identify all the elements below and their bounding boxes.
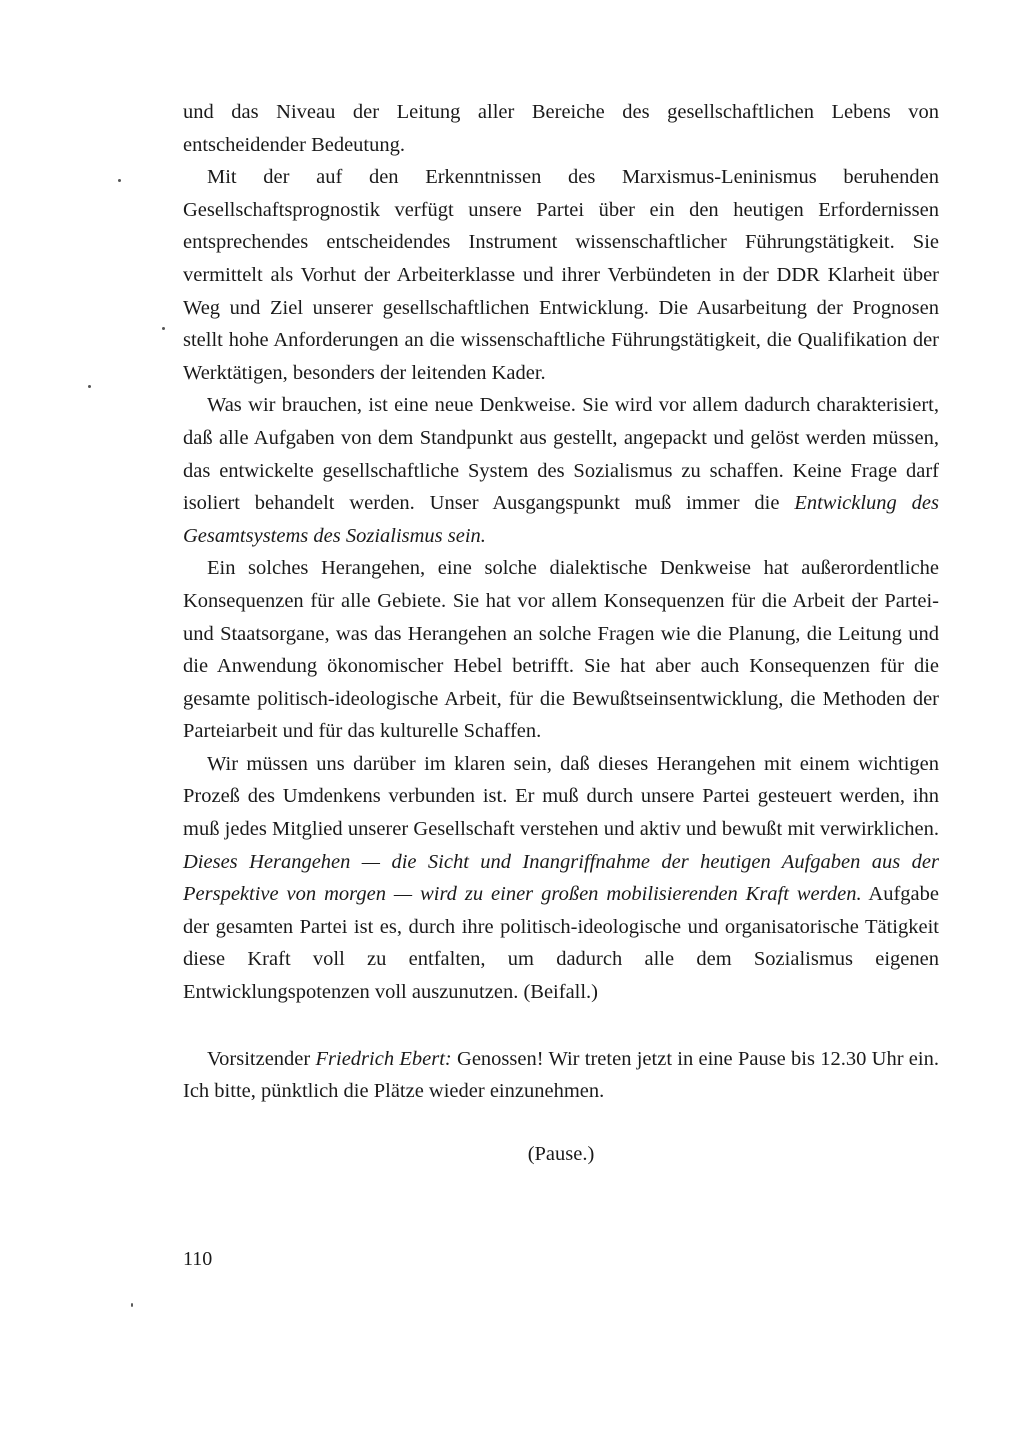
paragraph: [183, 96, 939, 161]
text-run: Mit der auf den Erkenntnissen des Marxismus-Leninismus beruhenden Gesellschaftsprognostik verfügt unsere Partei über ein den heutigen Erfordernissen entsprechendes entscheidendes Instrument wissenschaftlicher Führungstätigkeit. Sie vermittelt als Vorhut der Arbeiterklasse und ihrer Verbündeten in der DDR Klarheit über Weg und Ziel unserer gesellschaftlichen Entwicklung. Die Ausarbeitung der Prognosen stellt hohe Anforderungen an die wissenschaftliche Führungstätigkeit, die Qualifikation der Werktätigen, besonders der leitenden Kader.: [183, 166, 939, 384]
paragraph: [183, 748, 939, 1009]
text-run: Ein solches Herangehen, eine solche dialektische Denkweise hat außerordentliche Konsequenzen für alle Gebiete. Sie hat vor allem Konsequenzen für die Arbeit der Partei- und Staatsorgane, was das Herangehen an solche Fragen wie die Planung, die Leitung und die Anwendung ökonomischer Hebel betrifft. Sie hat aber auch Konsequenzen für die gesamte politisch-ideologische Arbeit, für die Bewußtseinsentwicklung, die Methoden der Parteiarbeit und für das kulturelle Schaffen.: [183, 557, 939, 743]
scan-speck: [162, 327, 165, 330]
text-run: Wir müssen uns darüber im klaren sein, daß dieses Herangehen mit einem wichtigen Prozeß des Umdenkens verbunden ist. Er muß durch unsere Partei gesteuert werden, ihn muß jedes Mitglied unserer Gesellschaft verstehen und aktiv und bewußt mit verwirklichen.: [183, 752, 939, 841]
page-number: 110: [183, 1248, 213, 1270]
pause-note: (Pause.): [527, 1142, 595, 1165]
italic-emphasis: Entwicklung des Gesamtsystems des Sozialismus sein.: [183, 492, 939, 547]
text-run: Genossen! Wir treten jetzt in eine Pause bis 12.30 Uhr ein. Ich bitte, pünktlich die Plätze wieder einzunehmen.: [183, 1047, 939, 1103]
scan-speck: [88, 385, 91, 388]
italic-emphasis: Dieses Herangehen — die Sicht und Inangriffnahme der heutigen Aufgaben aus der Perspektive von morgen — wird zu einer großen mobilisierenden Kraft werden.: [183, 850, 939, 906]
paragraph: [183, 389, 939, 552]
speaker-paragraph: [183, 1043, 939, 1108]
paragraph: [183, 552, 939, 748]
scan-speck: [118, 179, 121, 182]
text-run: Vorsitzender: [207, 1047, 316, 1070]
text-run: und das Niveau der Leitung aller Bereiche des gesellschaftlichen Lebens von entscheidender Bedeutung.: [183, 101, 939, 156]
text-run: Aufgabe der gesamten Partei ist es, durch ihre politisch-ideologische und organisatorische Tätigkeit diese Kraft voll zu entfalten, um dadurch alle dem Sozialismus eigenen Entwicklungspotenzen voll auszunutzen. (Beifall.): [183, 883, 939, 1004]
scan-speck: [131, 1303, 133, 1307]
text-run: Was wir brauchen, ist eine neue Denkweise. Sie wird vor allem dadurch charakterisiert, daß alle Aufgaben von dem Standpunkt aus gestellt, angepackt und gelöst werden müssen, das entwickelte gesellschaftliche System des Sozialismus zu schaffen. Keine Frage darf isoliert behandelt werden. Unser Ausgangspunkt muß immer die: [183, 394, 939, 515]
paragraph: [183, 161, 939, 389]
body-text: [183, 96, 939, 1170]
italic-emphasis: Friedrich Ebert:: [315, 1047, 452, 1070]
